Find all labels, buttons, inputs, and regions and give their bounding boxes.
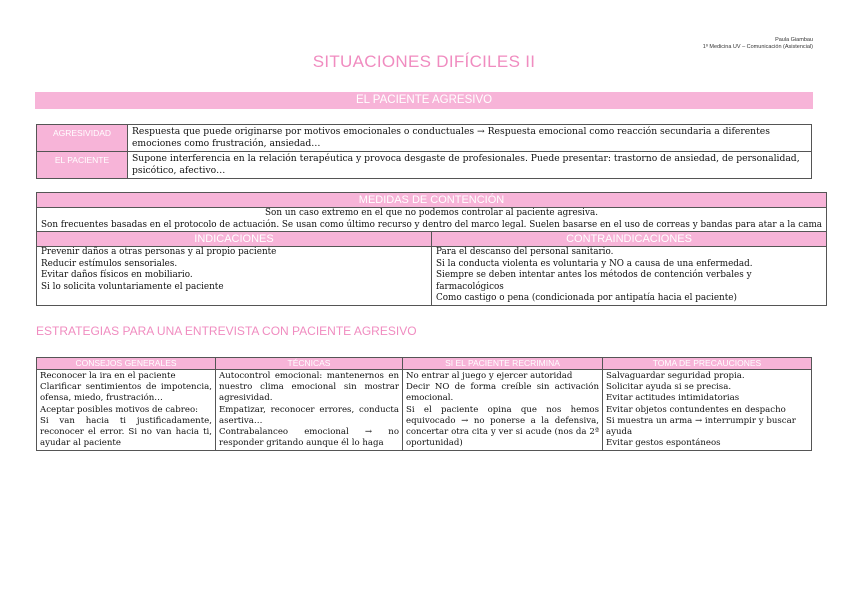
course-name: 1º Medicina UV – Comunicación (Asistencial) bbox=[702, 44, 813, 50]
definition-row bbox=[37, 152, 812, 179]
strategies-table bbox=[36, 357, 812, 451]
list-item: Como castigo o pena (condicionada por antipatía hacia el paciente) bbox=[436, 293, 737, 303]
list-item: Evitar gestos espontáneos bbox=[606, 438, 721, 449]
list-item: No entrar al juego y ejercer autoridad bbox=[406, 371, 573, 381]
list-item: Autocontrol emocional: mantenernos en nuestro clima emocional sin mostrar agresividad. bbox=[219, 371, 399, 404]
contraindications-header: CONTRAINDICACIONES bbox=[432, 232, 827, 247]
list-item: Si el paciente opina que nos hemos equivocado → no ponerse a la defensiva, concertar otra cita y ver si acude (nos da 2ª oportunidad) bbox=[406, 404, 599, 449]
containment-table bbox=[36, 192, 827, 306]
list-item: Decir NO de forma creíble sin activación emocional. bbox=[406, 382, 599, 404]
consejos-cell bbox=[37, 370, 216, 451]
column-header: SI EL PACIENTE RECRIMINA bbox=[403, 358, 603, 370]
list-item: Evitar objetos contundentes en despacho bbox=[606, 404, 786, 415]
list-item: Si van hacia ti justificadamente, reconocer el error. Si no van hacia ti, ayudar al paciente bbox=[40, 415, 212, 449]
list-item: Si muestra un arma → interrumpir y buscar ayuda bbox=[606, 415, 796, 438]
list-item: Para el descanso del personal sanitario. bbox=[436, 247, 614, 257]
strategies-title: ESTRATEGIAS PARA UNA ENTREVISTA CON PACIENTE AGRESIVO bbox=[36, 324, 417, 338]
column-header: CONSEJOS GENERALES bbox=[37, 358, 216, 370]
definition-label: AGRESIVIDAD bbox=[37, 125, 128, 152]
indications-header: INDICACIONES bbox=[37, 232, 432, 247]
definition-row bbox=[37, 125, 812, 152]
list-item: Reducir estímulos sensoriales. bbox=[41, 258, 178, 269]
list-item: Aceptar posibles motivos de cabreo: bbox=[40, 404, 199, 415]
list-item: Salvaguardar seguridad propia. bbox=[606, 371, 745, 381]
author-name: Paula Giambau bbox=[775, 37, 813, 43]
section-banner-label: EL PACIENTE AGRESIVO bbox=[355, 94, 493, 106]
list-item: Empatizar, reconocer errores, conducta asertiva… bbox=[219, 404, 399, 426]
list-item: Si la conducta violenta es voluntaria y NO a causa de una enfermedad. bbox=[436, 258, 753, 269]
list-item: Evitar daños físicos en mobiliario. bbox=[41, 270, 193, 280]
list-item: Reconocer la ira en el paciente bbox=[40, 371, 176, 381]
recrimina-cell bbox=[403, 370, 603, 451]
list-item: Contrabalanceo emocional → no responder gritando aunque él lo haga bbox=[219, 427, 399, 449]
column-header: TÉCNICAS bbox=[216, 358, 403, 370]
author-info bbox=[703, 37, 813, 51]
precauciones-cell bbox=[603, 370, 812, 451]
list-item: Prevenir daños a otras personas y al propio paciente bbox=[41, 247, 277, 257]
containment-intro-line: Son un caso extremo en el que no podemos controlar al paciente agresiva. bbox=[265, 208, 599, 218]
page-title: SITUACIONES DIFÍCILES II bbox=[312, 52, 536, 71]
column-header: TOMA DE PRECAUCIONES bbox=[603, 358, 812, 370]
list-item: Solicitar ayuda si se precisa. bbox=[606, 382, 732, 393]
tecnicas-cell bbox=[216, 370, 403, 451]
containment-title: MEDIDAS DE CONTENCIÓN bbox=[37, 193, 827, 208]
list-item: Si lo solicita voluntariamente el paciente bbox=[41, 281, 224, 292]
list-item: Evitar actitudes intimidatorias bbox=[606, 393, 740, 404]
contraindications-list bbox=[432, 247, 827, 306]
definition-text: Respuesta que puede originarse por motivos emocionales o conductuales → Respuesta emocional como reacción secundaria a diferentes emociones como frustración, ansiedad… bbox=[128, 125, 812, 152]
definition-text: Supone interferencia en la relación terapéutica y provoca desgaste de profesionales. Puede presentar: trastorno de ansiedad, de personalidad, psicótico, afectivo… bbox=[128, 152, 812, 179]
containment-intro bbox=[37, 208, 827, 232]
definition-label: EL PACIENTE bbox=[37, 152, 128, 179]
list-item: Siempre se deben intentar antes los métodos de contención verbales y farmacológicos bbox=[436, 270, 752, 292]
definitions-table bbox=[36, 124, 812, 179]
list-item: Clarificar sentimientos de impotencia, ofensa, miedo, frustración… bbox=[40, 382, 212, 404]
indications-list bbox=[37, 247, 432, 306]
section-banner bbox=[35, 92, 813, 109]
containment-intro-line: Son frecuentes basadas en el protocolo de actuación. Se usan como último recurso y dentro del marco legal. Suelen basarse en el uso de correas y bandas para atar a la cama bbox=[41, 219, 823, 230]
